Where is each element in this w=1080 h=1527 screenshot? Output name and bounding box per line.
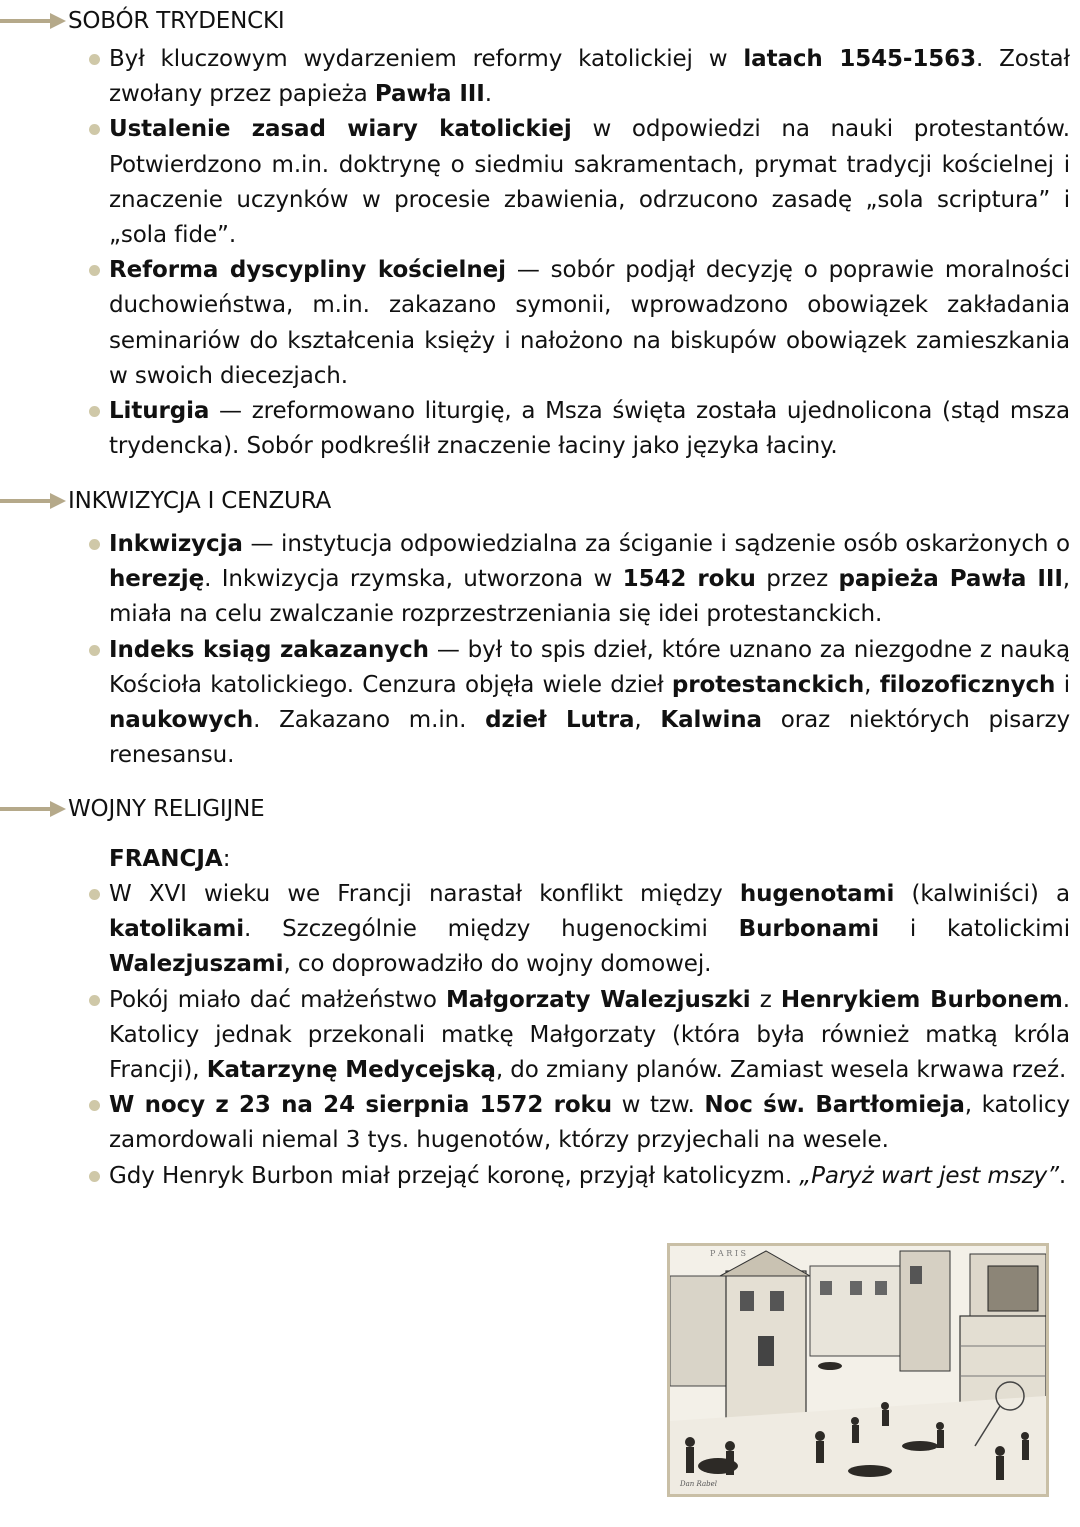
list-item: Reforma dyscypliny kościelnej — sobór podjął decyzję o poprawie moralności duchowieństwa, m.in. zakazano symonii, wprowadzono obowiązek zakładania seminariów do kształcenia księży i nałożono na biskupów obowiązek zamieszkania w swoich diecezjach. — [109, 253, 1070, 394]
bullet-list — [0, 877, 1080, 1194]
bullet-icon — [89, 265, 100, 276]
engraving-caption-top: P A R I S — [710, 1249, 746, 1258]
list-item: Indeks ksiąg zakazanych — był to spis dzieł, które uznano za niezgodne z nauką Kościoła katolickiego. Cenzura objęła wiele dzieł protestanckich, filozoficznych i naukowych. Zakazano m.in. dzieł Lutra, Kalwina oraz niektórych pisarzy renesansu. — [109, 633, 1070, 774]
list-item: W XVI wieku we Francji narastał konflikt między hugenotami (kalwiniści) a katolikami. Szczególnie między hugenockimi Burbonami i katolickimi Walezjuszami, co doprowadziło do wojny domowej. — [109, 877, 1070, 983]
section-sobor-trydencki — [0, 4, 1080, 464]
list-item: W nocy z 23 na 24 sierpnia 1572 roku w tzw. Noc św. Bartłomieja, katolicy zamordowali niemal 3 tys. hugenotów, którzy przyjechali na wesele. — [109, 1088, 1070, 1158]
subsection-title: FRANCJA: — [109, 846, 231, 872]
list-item: Liturgia — zreformowano liturgię, a Msza święta została ujednolicona (stąd msza trydencka). Sobór podkreślił znaczenie łaciny jako języka łaciny. — [109, 394, 1070, 464]
bullet-icon — [89, 1100, 100, 1111]
bullet-icon — [89, 539, 100, 550]
list-item: Gdy Henryk Burbon miał przejąć koronę, przyjął katolicyzm. „Paryż wart jest mszy”. — [109, 1159, 1070, 1194]
section-inkwizycja — [0, 484, 1080, 773]
bullet-list — [0, 527, 1080, 773]
bullet-icon — [89, 645, 100, 656]
bullet-icon — [89, 889, 100, 900]
massacre-engraving-image — [667, 1243, 1049, 1497]
bullet-icon — [89, 406, 100, 417]
arrow-right-icon — [0, 12, 68, 30]
section-title: SOBÓR TRYDENCKI — [68, 8, 285, 34]
arrow-right-icon — [0, 492, 68, 510]
section-heading — [0, 4, 1080, 38]
arrow-right-icon — [0, 800, 68, 818]
section-title: WOJNY RELIGIJNE — [68, 796, 265, 822]
list-item: Inkwizycja — instytucja odpowiedzialna za ściganie i sądzenie osób oskarżonych o herezję. Inkwizycja rzymska, utworzona w 1542 roku przez papieża Pawła III, miała na celu zwalczanie rozprzestrzeniania się idei protestanckich. — [109, 527, 1070, 633]
section-wojny-religijne — [0, 792, 1080, 1194]
list-item: Był kluczowym wydarzeniem reformy katolickiej w latach 1545-1563. Został zwołany przez papieża Pawła III. — [109, 42, 1070, 112]
section-heading — [0, 792, 1080, 826]
bullet-list — [0, 42, 1080, 464]
section-heading — [0, 484, 1080, 518]
bullet-icon — [89, 995, 100, 1006]
bullet-icon — [89, 1171, 100, 1182]
section-title: INKWIZYCJA I CENZURA — [68, 488, 332, 514]
engraving-illustration — [670, 1246, 1046, 1494]
bullet-icon — [89, 124, 100, 135]
engraving-signature: Dan Rabel — [680, 1480, 717, 1488]
list-item: Ustalenie zasad wiary katolickiej w odpowiedzi na nauki protestantów. Potwierdzono m.in. doktrynę o siedmiu sakramentach, prymat tradycji kościelnej i znaczenie uczynków w procesie zbawienia, odrzucono zasadę „sola scriptura” i „sola fide”. — [109, 112, 1070, 253]
bullet-icon — [89, 54, 100, 65]
list-item: Pokój miało dać małżeństwo Małgorzaty Walezjuszki z Henrykiem Burbonem. Katolicy jednak przekonali matkę Małgorzaty (która była również matką króla Francji), Katarzynę Medycejską, do zmiany planów. Zamiast wesela krwawa rzeź. — [109, 983, 1070, 1089]
